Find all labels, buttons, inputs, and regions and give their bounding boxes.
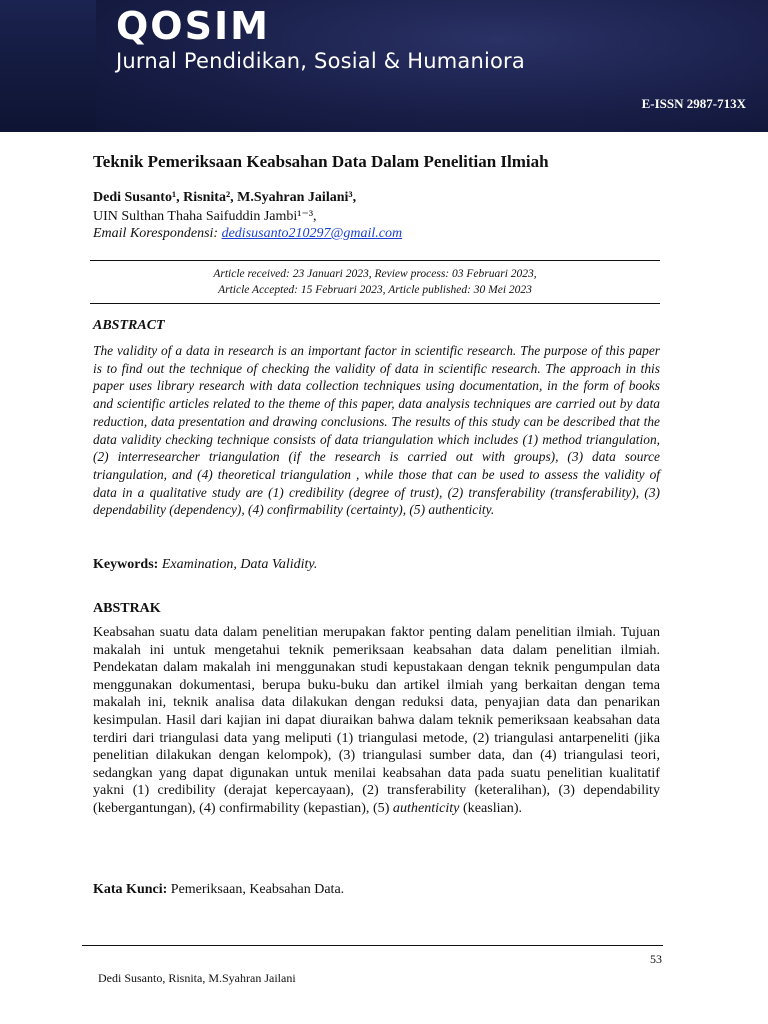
abstract-heading: ABSTRACT — [93, 318, 165, 333]
journal-logo: QOSIM — [116, 4, 270, 48]
issn-label: E-ISSN 2987-713X — [641, 96, 746, 111]
abstrak-text — [93, 624, 660, 818]
kata-kunci-label: Kata Kunci: — [93, 882, 168, 897]
email-label: Email Korespondensi: — [93, 226, 222, 241]
footer-divider — [82, 945, 663, 946]
kata-kunci-value: Pemeriksaan, Keabsahan Data. — [167, 882, 345, 897]
abstrak-heading: ABSTRAK — [93, 601, 161, 616]
kata-kunci — [93, 882, 344, 898]
correspondence-email — [93, 226, 402, 242]
dates-line-2: Article Accepted: 15 Februari 2023, Article published: 30 Mei 2023 — [218, 284, 532, 296]
keywords-label: Keywords: — [93, 557, 159, 572]
keywords — [93, 557, 317, 573]
footer-authors: Dedi Susanto, Risnita, M.Syahran Jailani — [98, 971, 296, 985]
journal-banner — [0, 0, 768, 132]
article-title: Teknik Pemeriksaan Keabsahan Data Dalam Penelitian Ilmiah — [93, 152, 549, 171]
journal-subtitle: Jurnal Pendidikan, Sosial & Humaniora — [116, 49, 525, 73]
dates-line-1: Article received: 23 Januari 2023, Review process: 03 Februari 2023, — [213, 268, 537, 280]
abstrak-text-main: Keabsahan suatu data dalam penelitian merupakan faktor penting dalam penelitian ilmiah. Tujuan makalah ini untuk mengetahui teknik pemeriksaan keabsahan data dalam penelitian ilmiah. Pendekatan dalam makalah ini menggunakan studi kepustakaan dengan teknik pengumpulan data menggunakan dokumentasi, berupa buku-buku dan artikel ilmiah yang berkaitan dengan tema makalah ini, teknik analisa data dilakukan dengan reduksi data, penyajian data dan penarikan kesimpulan. Hasil dari kajian ini dapat diuraikan bahwa dalam teknik pemeriksaan keabsahan data terdiri dari triangulasi data yang meliputi (1) triangulasi metode, (2) triangulasi antarpeneliti (jika penelitian dilakukan dengan kelompok), (3) triangulasi sumber data, dan (4) triangulasi teori, sedangkan yang dapat digunakan untuk menilai keabsahan data pada suatu penelitian kualitatif yakni (1) credibility (derajat kepercayaan), (2) transferability (keteralihan), (3) dependability (kebergantungan), (4) confirmability (kepastian), (5) — [93, 624, 660, 816]
abstrak-text-end: (keaslian). — [459, 799, 523, 816]
email-link[interactable]: dedisusanto210297@gmail.com — [221, 226, 403, 241]
divider-bottom — [90, 303, 660, 304]
affiliation: UIN Sulthan Thaha Saifuddin Jambi¹⁻³, — [93, 209, 317, 224]
article-dates — [90, 266, 660, 298]
abstract-text: The validity of a data in research is an important factor in scientific research. The purpose of this paper is to find out the technique of checking the validity of data in scientific research. The approach in this paper uses library research with data collection techniques using documentation, in the form of books and scientific articles related to the theme of this paper, data analysis techniques are carried out by data reduction, data presentation and drawing conclusions. The results of this study can be described that the data validity checking technique consists of data triangulation which includes (1) method triangulation, (2) interresearcher triangulation (if the research is carried out with groups), (3) data source triangulation, and (4) theoretical triangulation , while those that can be used to assess the validity of data in a qualitative study are (1) credibility (degree of trust), (2) transferability (transferability), (3) dependability (dependency), (4) confirmability (certainty), (5) authenticity. — [93, 343, 660, 518]
page-number: 53 — [650, 952, 662, 966]
author-list: Dedi Susanto¹, Risnita², M.Syahran Jailani³, — [93, 190, 357, 205]
divider-top — [90, 260, 660, 261]
abstrak-text-italic: authenticity — [392, 799, 460, 816]
keywords-value: Examination, Data Validity. — [158, 557, 318, 572]
